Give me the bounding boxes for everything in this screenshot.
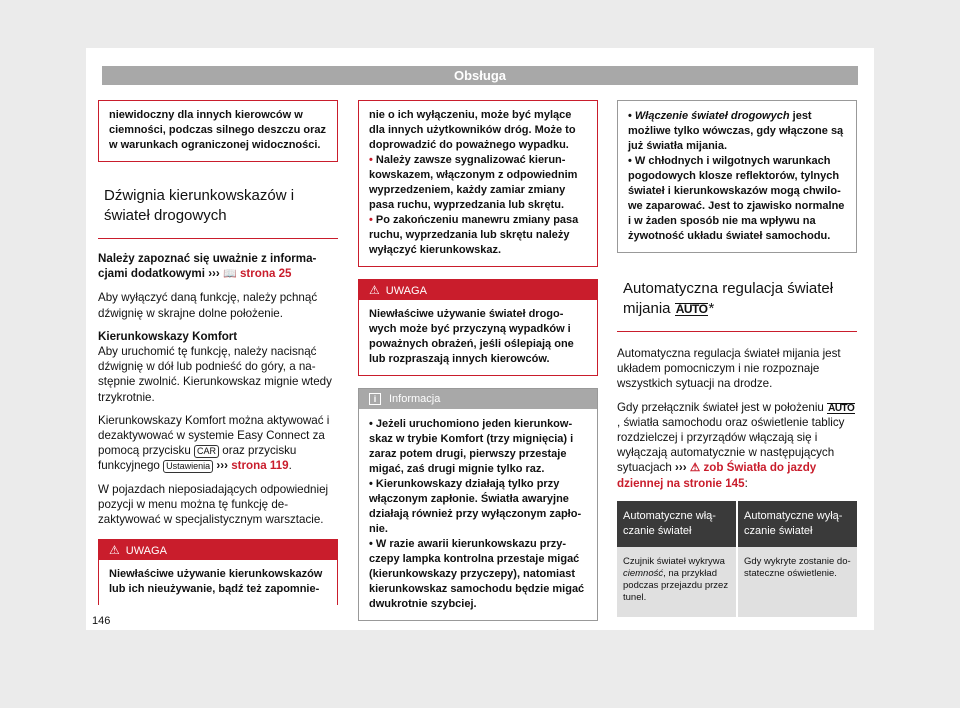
ref-arrow: ››› — [208, 267, 220, 281]
cell-text: , na przykład podczas przejazdu przez tunel. — [623, 567, 729, 603]
car-key-icon: CAR — [194, 445, 219, 458]
info-bullet — [628, 109, 846, 154]
bullet-dot-icon: • — [369, 478, 373, 490]
settings-key: Ustawienia — [163, 460, 213, 473]
info-body — [618, 101, 856, 252]
info-bullet — [628, 154, 846, 244]
warning-bullet — [369, 153, 587, 213]
warning-header — [359, 280, 597, 300]
warning-triangle-icon: ⚠ — [369, 283, 380, 297]
warning-body: niewidoczny dla innych kierowców w ciemności, podczas silnego deszczu oraz w warunkach ograniczonej widoczności. — [109, 109, 327, 151]
warning-triangle-icon: ⚠ — [689, 461, 701, 475]
table-header-row — [617, 501, 857, 547]
table-header: Automatyczne wyłączanie świateł — [737, 501, 857, 547]
bullet-text: Należy zawsze sygnalizować kierunkowskazem, włączonym z odpowiednim wyprzedzeniem, każdy zamiar zmiany pasa ruchu, wyprzedzania lub skrętu. — [369, 154, 578, 211]
ref-arrow: ››› — [675, 461, 687, 475]
page-link[interactable]: strona 25 — [239, 267, 292, 281]
bullet-text: W chłodnych i wilgotnych warunkach pogodowych klosze reflektorów, tylnych świateł i kierunkowskazów mogą chwilowe zaparować. Jest to zjawisko normalne i w żaden sposób nie ma wpływu na żywotność układu świateł samochodu. — [628, 155, 845, 242]
info-bullet — [369, 537, 587, 612]
bullet-dot-icon: • — [369, 214, 373, 226]
info-box-continued — [617, 100, 857, 253]
column-2 — [358, 100, 598, 621]
asterisk: * — [708, 300, 715, 317]
bullet-dot-icon: • — [369, 418, 373, 430]
paragraph: Aby wyłączyć daną funkcję, należy pchnąć dźwignię w skrajne dolne położenie. — [98, 291, 318, 320]
info-body — [359, 409, 597, 620]
warning-box-continued — [358, 100, 598, 267]
cell-text: Czujnik świateł wykrywa — [623, 555, 725, 567]
auto-light-icon: AUTO — [675, 302, 708, 316]
page-header: Obsługa — [102, 66, 858, 85]
auto-light-icon: AUTO — [828, 402, 855, 414]
text: Gdy przełącznik świateł jest w położeniu — [617, 400, 824, 414]
auto-lights-table — [617, 501, 857, 617]
paragraph-auto — [617, 400, 857, 491]
text: , światła samochodu oraz oświetlenie tablicy rozdzielczej i przyrządów włączają się i wyłączają automatycznie w następujących sytuacjach — [617, 415, 845, 475]
info-header — [359, 389, 597, 409]
page-link[interactable]: zob Światła do jazdy dziennej na stronie 145 — [617, 461, 817, 490]
info-box — [358, 388, 598, 621]
bullet-text: Jeżeli uruchomiono jeden kierunkowskaz w trybie Komfort (trzy mignięcia) i zaraz potem drugi, pierwszy przestaje migać, zaś drugi mignie tylko raz. — [369, 418, 574, 475]
section-title-auto-lights — [617, 267, 857, 332]
text: : — [744, 476, 748, 490]
bullet-dot-icon: • — [369, 154, 373, 166]
table-cell: Gdy wykryte zostanie dostateczne oświetlenie. — [737, 547, 857, 617]
warning-box-high-beam — [358, 279, 598, 376]
info-icon: i — [369, 393, 381, 405]
section-title-turn-signals: Dźwignia kierunkowskazów i świateł drogowych — [98, 174, 338, 239]
table-header: Automatyczne włączanie świateł — [617, 501, 737, 547]
italic-text: Włączenie świateł drogowych — [634, 110, 790, 122]
paragraph: Automatyczna regulacja świateł mijania jest układem pomocniczym i nie rozpoznaje wszystkich sytuacji na drodze. — [617, 347, 841, 391]
paragraph: W pojazdach nieposiadających odpowiedniej pozycji w menu można tę funkcję dezaktywować w specjalistycznym warsztacie. — [98, 482, 329, 527]
paragraph: Aby uruchomić tę funkcję, należy nacisnąć dźwignię w dół lub podnieść do góry, a następnie zwolnić. Kierunkowskaz mignie wtedy trzykrotnie. — [98, 345, 332, 404]
info-label: Informacja — [389, 393, 441, 405]
warning-triangle-icon: ⚠ — [109, 543, 120, 558]
bullet-text: jest możliwe tylko wówczas, gdy włączone są już światła mijania. — [628, 110, 844, 152]
intro-text — [98, 251, 338, 282]
bullet-text: Kierunkowskazy działają tylko przy włączonym zapłonie. Światła awaryjne działają również przy wyłączonym zapłonie. — [369, 478, 582, 535]
info-bullet — [369, 477, 587, 537]
table-row — [617, 547, 857, 617]
bullet-text: Po zakończeniu manewru zmiany pasa ruchu, wyprzedzania lub skrętu należy wyłączyć kierunkowskaz. — [369, 214, 579, 256]
ref-arrow: ››› — [216, 459, 228, 473]
text: Kierunkowskazy Komfort można aktywować i dezaktywować w systemie Easy Connect za pomocą przycisku — [98, 413, 330, 458]
warning-body — [359, 101, 597, 266]
warning-label: UWAGA — [125, 545, 167, 558]
warning-box — [98, 539, 338, 605]
bullet-dot-icon: • — [369, 538, 373, 550]
warning-text: nie o ich wyłączeniu, może być mylące dla innych użytkowników dróg. Może to doprowadzić do poważnego wypadku. — [369, 109, 576, 151]
warning-body: Niewłaściwe używanie świateł drogowych może być przyczyną wypadków i poważnych obrażeń, jeśli oślepiają one lub rozpraszają innych kierowców. — [369, 308, 574, 365]
warning-header — [99, 540, 337, 560]
page-link[interactable]: strona 119 — [231, 459, 289, 473]
warning-body: Niewłaściwe używanie kierunkowskazów lub ich nieużywanie, bądź też zapomnie- — [109, 568, 323, 596]
subheading: Kierunkowskazy Komfort — [98, 329, 238, 343]
table-cell — [617, 547, 737, 617]
page-number: 146 — [92, 615, 111, 627]
warning-label: UWAGA — [385, 285, 427, 297]
text: oraz przycisku funkcyjnego — [98, 444, 297, 473]
warning-box-continued — [98, 100, 338, 162]
warning-bullet — [369, 213, 587, 258]
info-bullet — [369, 417, 587, 477]
column-3 — [617, 100, 857, 617]
book-icon: 📖 — [223, 268, 237, 281]
bullet-dot-icon: • — [628, 155, 632, 167]
cell-italic: ciemność — [623, 567, 664, 579]
intro-pre: Należy zapoznać się uważnie z informacjami dodatkowymi — [98, 252, 317, 281]
column-1 — [98, 100, 338, 605]
title-text: Automatyczna regulacja świateł mijania — [623, 280, 834, 317]
bullet-dot-icon: • — [628, 110, 632, 122]
bullet-text: W razie awarii kierunkowskazu przyczepy lampka kontrolna przestaje migać (kierunkowskazy przyczepy), natomiast kierunkowskaz samochodu będzie migać dwukrotnie szybciej. — [369, 538, 585, 610]
paragraph-easy-connect: Kierunkowskazy Komfort można aktywować i dezaktywować w systemie Easy Connect za pomocą przycisku CAR oraz przycisku funkcyjnego Ustawienia ››› strona 119. — [98, 413, 330, 473]
